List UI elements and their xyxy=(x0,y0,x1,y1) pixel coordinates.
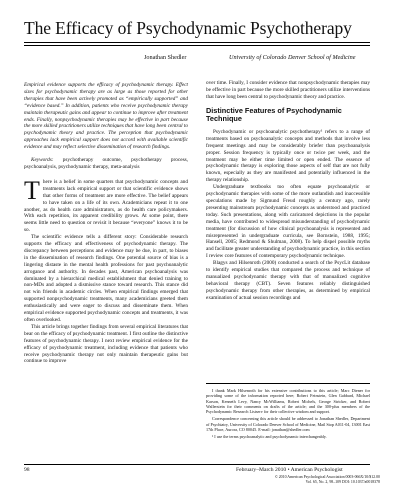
article-title: The Efficacy of Psychodynamic Psychotherapy xyxy=(24,18,352,38)
body-paragraph: Blagys and Hilsenroth (2000) conducted a search of the PsycLit database to identify empirical studies that compared the process and technique of manualized psychodynamic therapy with that of manualized cognitive behavioral therapy (CBT). Seven features reliably distinguished psychodynamic therapy from other therapies, as determined by empirical examination of actual session recordings and xyxy=(206,260,370,301)
keywords xyxy=(24,157,188,171)
drop-cap: T xyxy=(24,175,40,205)
footnotes xyxy=(206,383,370,442)
body-paragraph: Psychodynamic or psychoanalytic psychotherapy¹ refers to a range of treatments based on psychoanalytic concepts and methods that involve less frequent meetings and may be considerably briefer than psychoanalysis proper. Session frequency is typically once or twice per week, and the treatment may be either time limited or open ended. The essence of psychodynamic therapy is exploring those aspects of self that are not fully known, especially as they are manifested and potentially influenced in the therapy relationship. xyxy=(206,128,370,184)
byline xyxy=(24,53,370,63)
body-paragraph: The scientific evidence tells a different story: Considerable research supports the efficacy and effectiveness of psychodynamic therapy. The discrepancy between perceptions and evidence may be due, in part, to biases in the dissemination of research findings. One potential source of bias is a lingering distaste in the mental health professions for past psychoanalytic arrogance and authority. In decades past, American psychoanalysis was dominated by a hierarchical medical establishment that denied training to non-MDs and adopted a dismissive stance toward research. This stance did not win friends in academic circles. When empirical findings emerged that supported nonpsychodynamic treatments, many academicians greeted them enthusiastically and were eager to discuss and disseminate them. When empirical evidence supported psychodynamic concepts and treatments, it was often overlooked. xyxy=(24,234,188,323)
author-affiliation: University of Colorado Denver School of Medicine xyxy=(229,54,356,61)
journal-info: February–March 2010 • American Psychologist xyxy=(236,467,343,473)
keywords-label: Keywords: xyxy=(31,157,54,164)
body-paragraph: over time. Finally, I consider evidence that nonpsychodynamic therapies may be effective in part because the more skilled practitioners utilize interventions that have long been central to psychodynamic theory and practice. xyxy=(206,80,370,100)
left-column xyxy=(24,82,188,365)
doi-line: Vol. 65, No. 2, 98–109 DOI: 10.1037/a0018378 xyxy=(305,479,380,484)
right-column xyxy=(206,80,370,302)
body-paragraph: This article brings together findings from several empirical literatures that bear on the efficacy of psychodynamic treatment. I first outline the distinctive features of psychodynamic therapy. I next review empirical evidence for the efficacy of psychodynamic treatment, including evidence that patients who receive psychodynamic therapy not only maintain therapeutic gains but continue to improve xyxy=(24,323,188,365)
terminology-footnote: ¹ I use the terms psychoanalytic and psychodynamic interchangeably. xyxy=(212,434,327,440)
footer-rule xyxy=(24,464,370,465)
body-paragraph: Undergraduate textbooks too often equate psychoanalytic or psychodynamic therapies with some of the more outlandish and inaccessible speculations made by Sigmund Freud roughly a century ago, rarely presenting mainstream psychodynamic concepts as understood and practiced today. Such presentations, along with caricatured depictions in the popular media, have contributed to widespread misunderstanding of psychodynamic treatment (for discussion of how clinical psychoanalysis is represented and misrepresented in undergraduate curricula, see Bornstein, 1988, 1995; Hansell, 2005; Redmond & Shulman, 2008). To help dispel possible myths and facilitate greater understanding of psychodynamic practice, in this section I review core features of contemporary psychodynamic technique. xyxy=(206,184,370,260)
copyright-line: © 2010 American Psychological Association 0003-066X/10/$12.00 xyxy=(274,475,380,479)
keywords-list: psychotherapy outcome, psychotherapy process, psychoanalysis, psychodynamic therapy, meta-analysis xyxy=(24,157,188,170)
copyright-notice xyxy=(240,475,380,485)
opening-paragraph xyxy=(24,175,188,234)
body-paragraph: here is a belief in some quarters that psychodynamic concepts and treatments lack empirical support or that scientific evidence shows that other forms of treatment are more effective. The belief appears to have taken on a life of its own. Academicians repeat it to one another, as do health care administrators, as do health care policymakers. With each repetition, its apparent credibility grows. At some point, there seems little need to question or revisit it because “everyone” knows it to be so. xyxy=(24,178,188,234)
acknowledgment-note: I thank Mark Hilsenroth for his extensive contributions to this article; Marc Diener for providing some of the information reported here; Robert Feinstein, Glen Gabbard, Michael Karson, Kenneth Levy, Nancy McWilliams, Robert Michels, George Stricker, and Robert Wallerstein for their comments on drafts of the article; and the 300-plus members of the Psychodynamic Research Listserv for their collective wisdom and support. xyxy=(206,388,370,415)
title-rule-top xyxy=(24,42,370,43)
author-name: Jonathan Shedler xyxy=(144,54,187,61)
page-number: 98 xyxy=(24,467,30,473)
correspondence-note: Correspondence concerning this article should be addressed to Jonathan Shedler, Department of Psychiatry, University of Colorado Denver School of Medicine, Mail Stop A011-04, 13001 East 17th Place, Aurora, CO 80045. E-mail: jonathan@shedler.com xyxy=(206,416,370,433)
abstract: Empirical evidence supports the efficacy of psychodynamic therapy. Effect sizes for psychodynamic therapy are as large as those reported for other therapies that have been actively promoted as “empirically supported” and “evidence based.” In addition, patients who receive psychodynamic therapy maintain therapeutic gains and appear to continue to improve after treatment ends. Finally, nonpsychodynamic therapies may be effective in part because the more skilled practitioners utilize techniques that have long been central to psychodynamic theory and practice. The perception that psychodynamic approaches lack empirical support does not accord with available scientific evidence and may reflect selective dissemination of research findings. xyxy=(24,82,188,151)
section-heading: Distinctive Features of Psychodynamic Technique xyxy=(206,105,342,124)
title-rule-bottom xyxy=(24,45,370,46)
